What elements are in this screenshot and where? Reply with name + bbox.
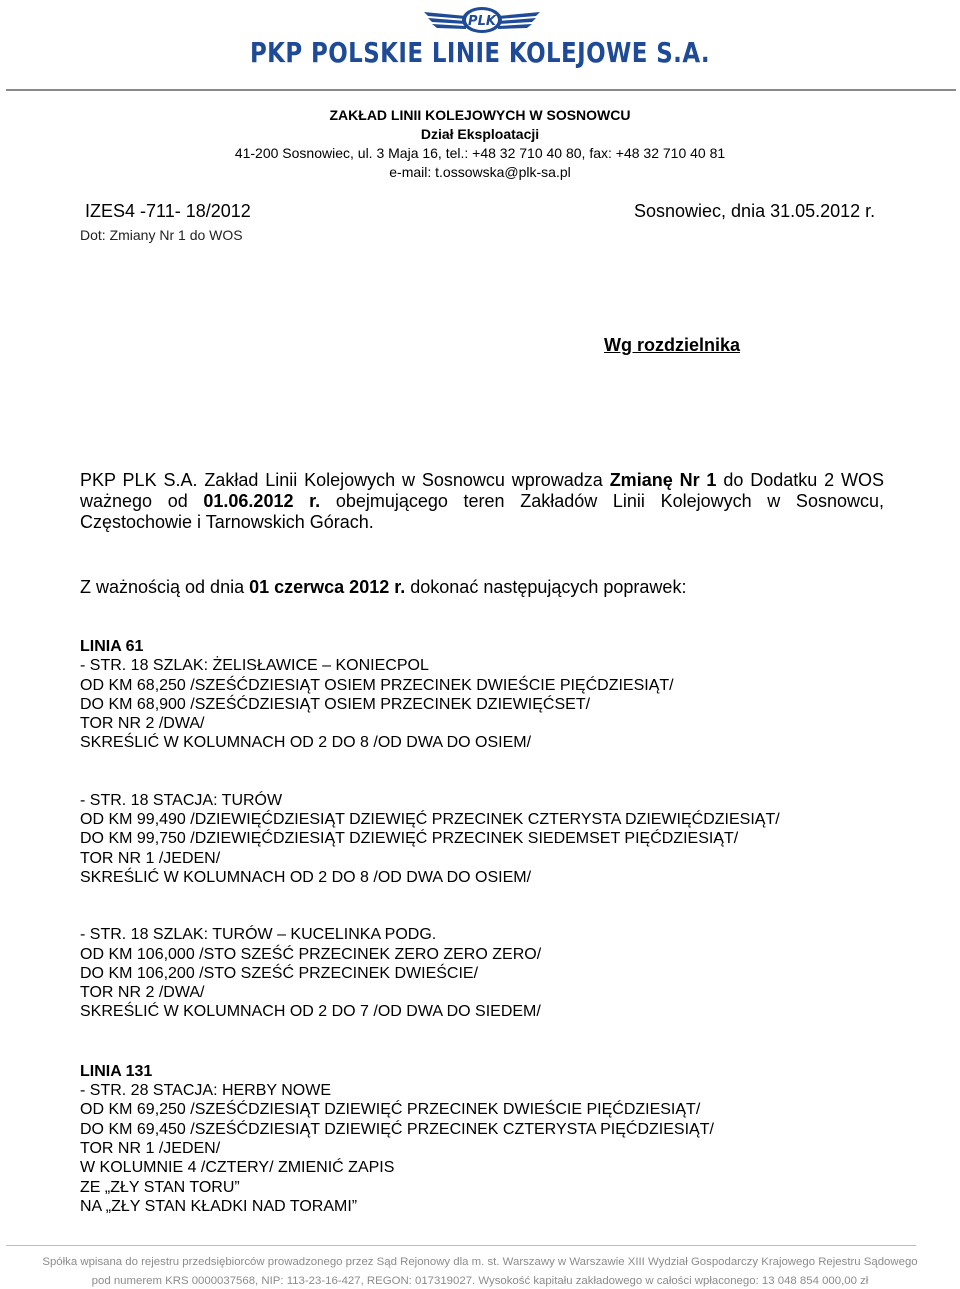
recipients-note: Wg rozdzielnika (604, 335, 741, 355)
winged-logo-icon (420, 4, 544, 36)
correction-line: OD KM 106,000 /STO SZEŚĆ PRZECINEK ZERO ZERO ZERO/ (80, 945, 542, 963)
correction-line: - STR. 18 SZLAK: TURÓW – KUCELINKA PODG. (80, 926, 437, 944)
correction-line: OD KM 99,490 /DZIEWIĘĆDZIESIĄT DZIEWIĘĆ PRZECINEK CZTERYSTA DZIEWIĘĆDZIESIĄT/ (80, 811, 780, 829)
plk-logo (420, 4, 544, 36)
correction-line: OD KM 68,250 /SZEŚĆDZIESIĄT OSIEM PRZECINEK DWIEŚCIE PIĘĆDZIESIĄT/ (80, 676, 674, 694)
block-spacer (80, 753, 940, 791)
intro-text-3: obejmującego teren Zakładów Linii Kolejowych w Sosnowcu, Częstochowie i Tarnowskich Górach. (80, 491, 884, 532)
correction-line: DO KM 68,900 /SZEŚĆDZIESIĄT OSIEM PRZECINEK DZIEWIĘĆSET/ (80, 695, 591, 713)
correction-line: TOR NR 2 /DWA/ (80, 984, 205, 1002)
correction-line: - STR. 18 STACJA: TURÓW (80, 791, 283, 809)
intro-text-1: PKP PLK S.A. Zakład Linii Kolejowych w Sosnowcu wprowadza (80, 470, 603, 490)
correction-line: TOR NR 1 /JEDEN/ (80, 1139, 221, 1157)
correction-line: DO KM 69,450 /SZEŚĆDZIESIĄT DZIEWIĘĆ PRZECINEK CZTERYSTA PIĘĆDZIESIĄT/ (80, 1120, 714, 1138)
footer-divider (6, 1245, 916, 1246)
correction-line: W KOLUMNIE 4 /CZTERY/ ZMIENIĆ ZAPIS (80, 1159, 395, 1177)
correction-line: DO KM 106,200 /STO SZEŚĆ PRZECINEK DWIEŚCIE/ (80, 964, 479, 982)
correction-line: OD KM 69,250 /SZEŚĆDZIESIĄT DZIEWIĘĆ PRZECINEK DWIEŚCIE PIĘĆDZIESIĄT/ (80, 1101, 701, 1119)
section-heading: LINIA 131 (80, 1062, 153, 1080)
effective-suffix: dokonać następujących poprawek: (410, 577, 687, 597)
subject-line: Dot: Zmiany Nr 1 do WOS (80, 227, 243, 243)
sender-department: Dział Eksploatacji (420, 126, 540, 142)
sender-unit: ZAKŁAD LINII KOLEJOWYCH W SOSNOWCU (329, 107, 631, 123)
header-divider (6, 89, 956, 91)
effective-prefix: Z ważnością od dnia (80, 577, 245, 597)
correction-line: - STR. 28 STACJA: HERBY NOWE (80, 1082, 332, 1100)
intro-text-2: do Dodatku 2 WOS ważnego od (80, 470, 884, 511)
correction-line: NA „ZŁY STAN KŁADKI NAD TORAMI” (80, 1197, 358, 1215)
effective-date-line (80, 577, 686, 598)
sender-block (0, 106, 960, 182)
reference-number: IZES4 -711- 18/2012 (85, 201, 251, 221)
block-spacer (80, 1022, 940, 1062)
correction-line: SKREŚLIĆ W KOLUMNACH OD 2 DO 8 /OD DWA DO OSIEM/ (80, 868, 532, 886)
correction-line: SKREŚLIĆ W KOLUMNACH OD 2 DO 7 /OD DWA DO SIEDEM/ (80, 1003, 541, 1021)
correction-line: SKREŚLIĆ W KOLUMNACH OD 2 DO 8 /OD DWA DO OSIEM/ (80, 734, 532, 752)
correction-line: DO KM 99,750 /DZIEWIĘĆDZIESIĄT DZIEWIĘĆ PRZECINEK SIEDEMSET PIĘĆDZIESIĄT/ (80, 830, 739, 848)
section-heading: LINIA 61 (80, 638, 144, 655)
sender-email: e-mail: t.ossowska@plk-sa.pl (389, 164, 571, 180)
correction-line: ZE „ZŁY STAN TORU” (80, 1178, 240, 1196)
footer-registration: Spółka wpisana do rejestru przedsiębiorców prowadzonego przez Sąd Rejonowy dla m. st. Warszawy w Warszawie XIII Wydział Gospodarczy Krajowego Rejestru Sądowego (42, 1256, 918, 1268)
intro-valid-date: 01.06.2012 r. (203, 491, 321, 511)
sender-address: 41-200 Sosnowiec, ul. 3 Maja 16, tel.: +48 32 710 40 80, fax: +48 32 710 40 81 (234, 145, 726, 161)
effective-date: 01 czerwca 2012 r. (249, 577, 406, 597)
logo-text: PLK (468, 14, 496, 29)
correction-line: - STR. 18 SZLAK: ŻELISŁAWICE – KONIECPOL (80, 657, 429, 675)
intro-change-number: Zmianę Nr 1 (609, 470, 717, 490)
correction-line: TOR NR 1 /JEDEN/ (80, 849, 221, 867)
corrections-list (80, 637, 940, 1216)
intro-paragraph (80, 470, 884, 533)
footer-company-ids: pod numerem KRS 0000037568, NIP: 113-23-16-427, REGON: 017319027. Wysokość kapitału zakładowego w całości wpłaconego: 13 048 854 000,00 zł (91, 1275, 869, 1287)
block-spacer (80, 887, 940, 925)
place-and-date: Sosnowiec, dnia 31.05.2012 r. (634, 201, 876, 221)
correction-line: TOR NR 2 /DWA/ (80, 715, 205, 733)
company-name: PKP POLSKIE LINIE KOLEJOWE S.A. (249, 36, 711, 69)
